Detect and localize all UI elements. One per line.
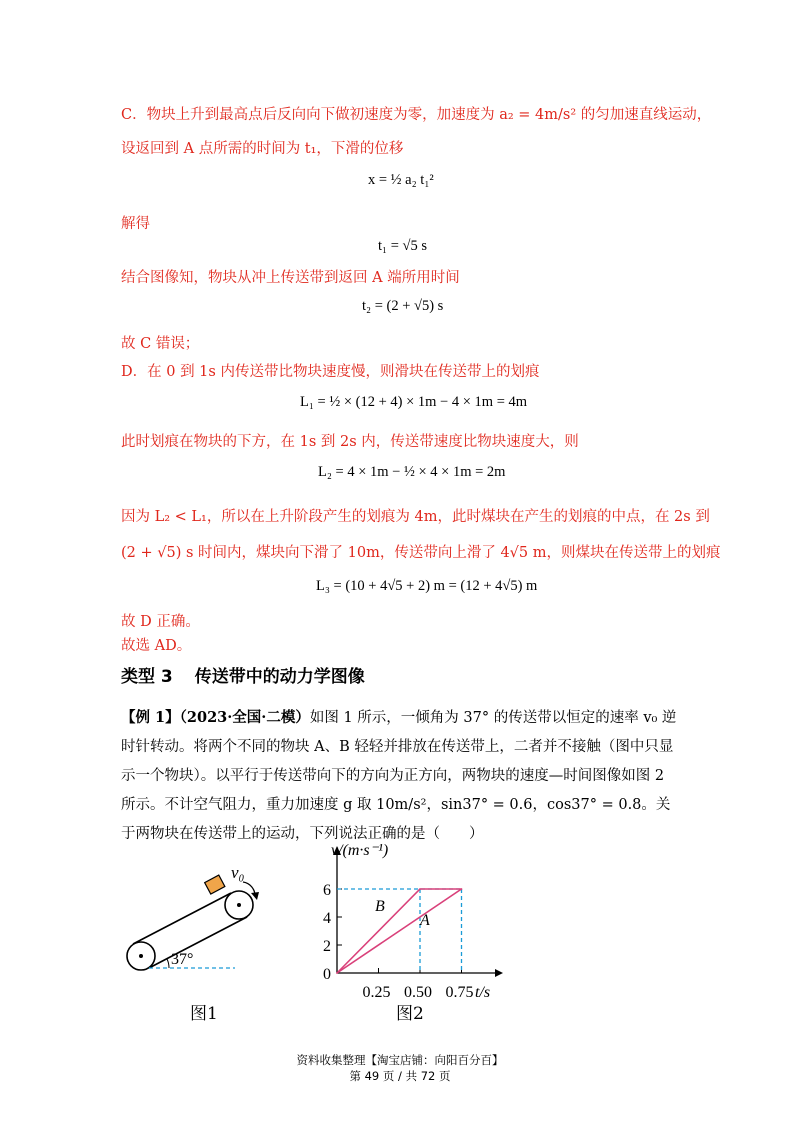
example-tag: 【例 1】 — [121, 709, 180, 726]
equation-L1: L₁ = ½ × (12 + 4) × 1m − 4 × 1m = 4m — [300, 394, 528, 410]
solution-d-because-1: 因为 L₂ < L₁，所以在上升阶段产生的划痕为 4m，此时煤块在产生的划痕的中点，在 2s 到 — [121, 509, 710, 525]
block — [205, 875, 225, 894]
equation-L3: L₃ = (10 + 4√5 + 2) m = (12 + 4√5) m — [316, 578, 538, 594]
example-problem — [121, 703, 681, 849]
series-point-B — [336, 972, 338, 974]
y-tick-label: 4 — [323, 910, 331, 927]
belt-top — [133, 893, 231, 944]
solution-c-intro: C．物块上升到最高点后反向向下做初速度为零，加速度为 a₂ = 4m/s² 的匀加速直线运动， — [121, 107, 712, 123]
equation-t1: t₁ = √5 s — [378, 238, 427, 254]
solution-d-correct: 故 D 正确。 — [121, 614, 200, 630]
series-point-B — [461, 888, 463, 890]
solution-solve: 解得 — [121, 216, 150, 232]
x-tick-label: 0.25 — [362, 984, 391, 1001]
series-label-A: A — [420, 912, 430, 929]
section-heading — [121, 662, 365, 687]
series-label-B: B — [375, 898, 385, 915]
figure-1-conveyor — [115, 860, 275, 980]
y-axis-label: v/(m·s⁻¹) — [331, 843, 389, 859]
x-axis-arrow-icon — [495, 969, 503, 977]
solution-combine: 结合图像知，物块从冲上传送带到返回 A 端所用时间 — [121, 270, 460, 286]
heading-number: 类型 3 — [121, 667, 173, 687]
y-tick-label: 6 — [323, 882, 331, 899]
figure-2-vt-chart — [300, 843, 510, 1003]
x-axis-label: t/s — [475, 984, 491, 1001]
example-text: 如图 1 所示，一倾角为 37° 的传送带以恒定的速率 v₀ 逆时针转动。将两个不同的物块 A、B 轻轻并排放在传送带上，二者并不接触（图中只显示一个物块）。以平行于传送带向下的方向为正方向，两物块的速度—时间图像如图 2 所示。不计空气阻力，重力加速度 g 取 10m/s²，sin37° = 0.6，cos37° = 0.8。关于两物块在传送带上的运动，下列说法正确的是（ ） — [121, 710, 677, 842]
y-tick-label: 0 — [323, 966, 331, 983]
equation-x: x = ½ a₂ t₁² — [368, 172, 434, 188]
speed-label: v₀ — [231, 863, 245, 882]
angle-label: 37° — [171, 951, 194, 968]
figure-1-caption: 图1 — [190, 1004, 218, 1024]
series-line-A — [337, 889, 462, 973]
series-point-B — [419, 888, 421, 890]
belt-bottom — [149, 917, 247, 968]
heading-title: 传送带中的动力学图像 — [194, 667, 365, 687]
example-source: （2023·全国·二模） — [179, 709, 310, 726]
footer-source: 资料收集整理【淘宝店铺：向阳百分百】 — [296, 1053, 504, 1067]
solution-c-wrong: 故 C 错误； — [121, 336, 200, 352]
footer-page: 第 49 页 / 共 72 页 — [349, 1069, 451, 1083]
solution-c-let: 设返回到 A 点所需的时间为 t₁，下滑的位移 — [121, 141, 404, 157]
x-tick-label: 0.50 — [404, 984, 432, 1001]
x-tick-label: 0.75 — [445, 984, 474, 1001]
solution-d-because-2: (2 + √5) s 时间内，煤块向下滑了 10m，传送带向上滑了 4√5 m，则煤块在传送带上的划痕 — [121, 545, 721, 561]
equation-L2: L₂ = 4 × 1m − ½ × 4 × 1m = 2m — [318, 464, 506, 480]
equation-t2: t₂ = (2 + √5) s — [362, 298, 444, 314]
solution-choose: 故选 AD。 — [121, 638, 192, 654]
solution-d-intro: D．在 0 到 1s 内传送带比物块速度慢，则滑块在传送带上的划痕 — [121, 364, 540, 380]
y-tick-label: 2 — [323, 938, 331, 955]
solution-d-mid: 此时划痕在物块的下方，在 1s 到 2s 内，传送带速度比物块速度大，则 — [121, 434, 579, 450]
figure-2-caption: 图2 — [396, 1004, 424, 1024]
